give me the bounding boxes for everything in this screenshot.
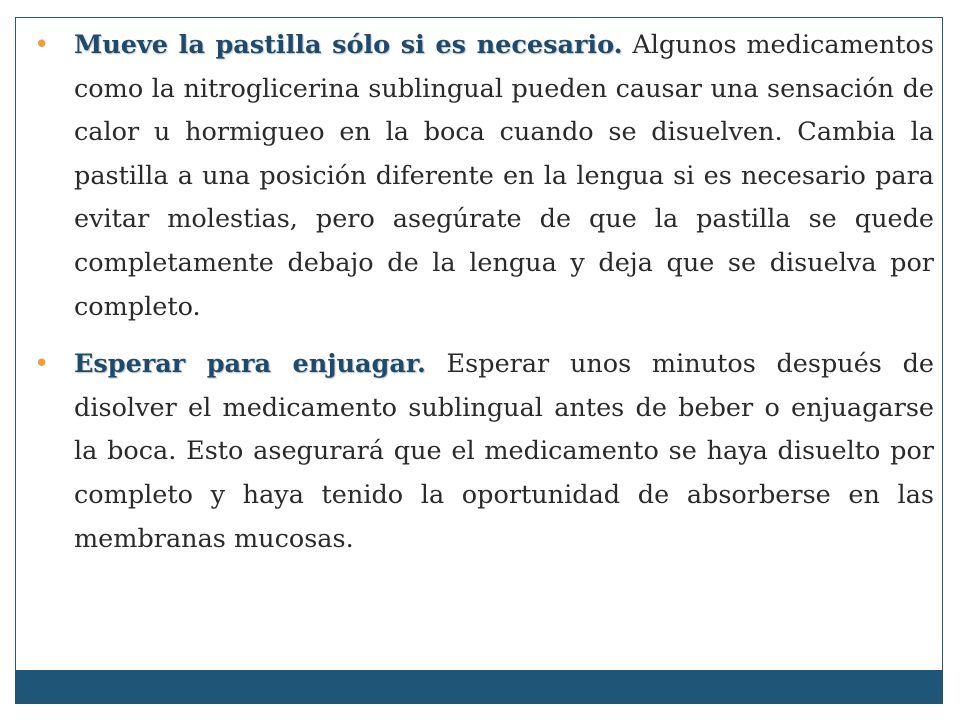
bullet-title: Mueve la pastilla sólo si es necesario. bbox=[74, 30, 623, 60]
bullet-text: Algunos medicamentos como la nitroglicerina sublingual pueden causar una sensación de calor u hormigueo en la boca cuando se disuelven. Cambia la pastilla a una posición diferente en la lengua si es necesario para evitar molestias, pero asegúrate de que la pastilla se quede completamente debajo de la lengua y deja que se disuelva por completo. bbox=[74, 30, 934, 322]
bullet-marker: • bbox=[34, 30, 50, 60]
bullet-text: Esperar unos minutos después de disolver el medicamento sublingual antes de beber o enjuagarse la boca. Esto asegurará que el medicamento se haya disuelto por completo y haya tenido la oportunidad de absorberse en las membranas mucosas. bbox=[74, 349, 935, 554]
bullet-title: Esperar para enjuagar. bbox=[74, 349, 426, 380]
bullet-marker: • bbox=[34, 349, 50, 380]
footer-bar bbox=[15, 670, 943, 704]
slide-content bbox=[32, 24, 934, 575]
bullet-item-wait-rinse bbox=[32, 343, 934, 561]
bullet-item-move-pill bbox=[32, 24, 934, 329]
